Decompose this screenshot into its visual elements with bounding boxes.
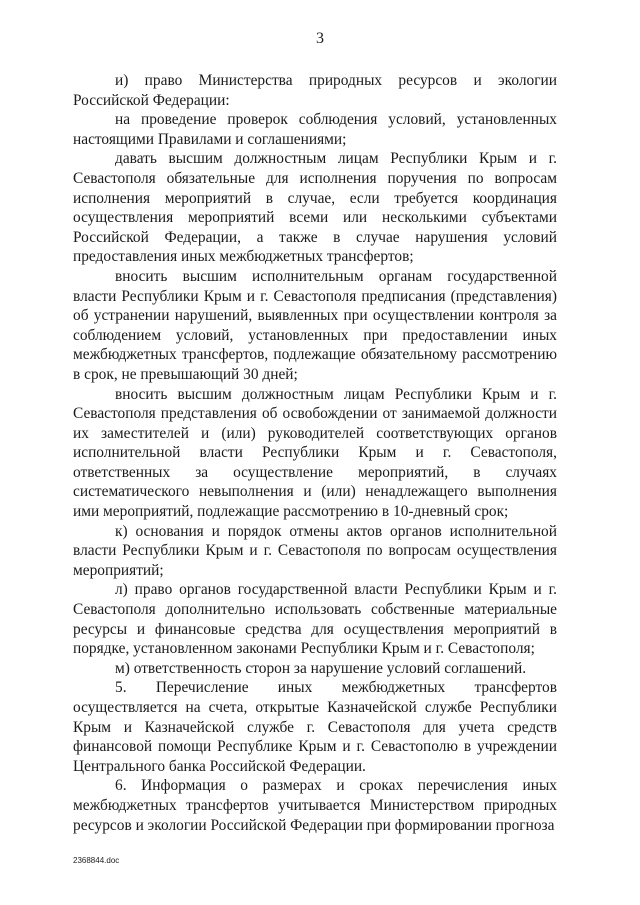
paragraph: 5. Перечисление иных межбюджетных трансфертов осуществляется на счета, открытые Казначейской службе Республики Крым и Казначейской службе г. Севастополя для учета средств финансовой помощи Республике Крым и г. Севастополю в учреждении Центрального банка Российской Федерации.: [73, 679, 557, 775]
paragraph: вносить высшим исполнительным органам государственной власти Республики Крым и г. Севастополя предписания (представления) об устранении нарушений, выявленных при осуществлении контроля за соблюдением условий, установленных при предоставлении иных межбюджетных трансфертов, подлежащие обязательному рассмотрению в срок, не превышающий 30 дней;: [73, 267, 557, 383]
paragraph: 6. Информация о размерах и сроках перечисления иных межбюджетных трансфертов учитывается Министерством природных ресурсов и экологии Российской Федерации при формировании прогноза: [73, 777, 557, 834]
paragraph: вносить высшим должностным лицам Республики Крым и г. Севастополя представления об освобождении от занимаемой должности их заместителей и (или) руководителей соответствующих органов исполнительной власти Республики Крым и г. Севастополя, ответственных за осуществление мероприятий, в случаях систематического невыполнения и (или) ненадлежащего выполнения ими мероприятий, подлежащие рассмотрению в 10-дневный срок;: [73, 385, 557, 521]
document-body: [73, 71, 557, 835]
page-number: 3: [316, 30, 324, 47]
paragraph: к) основания и порядок отмены актов органов исполнительной власти Республики Крым и г. Севастополя по вопросам осуществления мероприятий;: [73, 522, 557, 579]
paragraph: на проведение проверок соблюдения условий, установленных настоящими Правилами и соглашениями;: [73, 111, 557, 148]
paragraph: м) ответственность сторон за нарушение условий соглашений.: [115, 659, 527, 677]
paragraph: и) право Министерства природных ресурсов и экологии Российской Федерации:: [73, 72, 557, 109]
paragraph: давать высшим должностным лицам Республики Крым и г. Севастополя обязательные для исполнения поручения по вопросам исполнения мероприятий в случае, если требуется координация осуществления мероприятий всеми или несколькими субъектами Российской Федерации, а также в случае нарушения условий предоставления иных межбюджетных трансфертов;: [73, 150, 557, 266]
document-file-footer: 2368844.doc: [73, 856, 120, 865]
paragraph: л) право органов государственной власти Республики Крым и г. Севастополя дополнительно использовать собственные материальные ресурсы и финансовые средства для осуществления мероприятий в порядке, установленном законами Республики Крым и г. Севастополя;: [73, 581, 557, 658]
